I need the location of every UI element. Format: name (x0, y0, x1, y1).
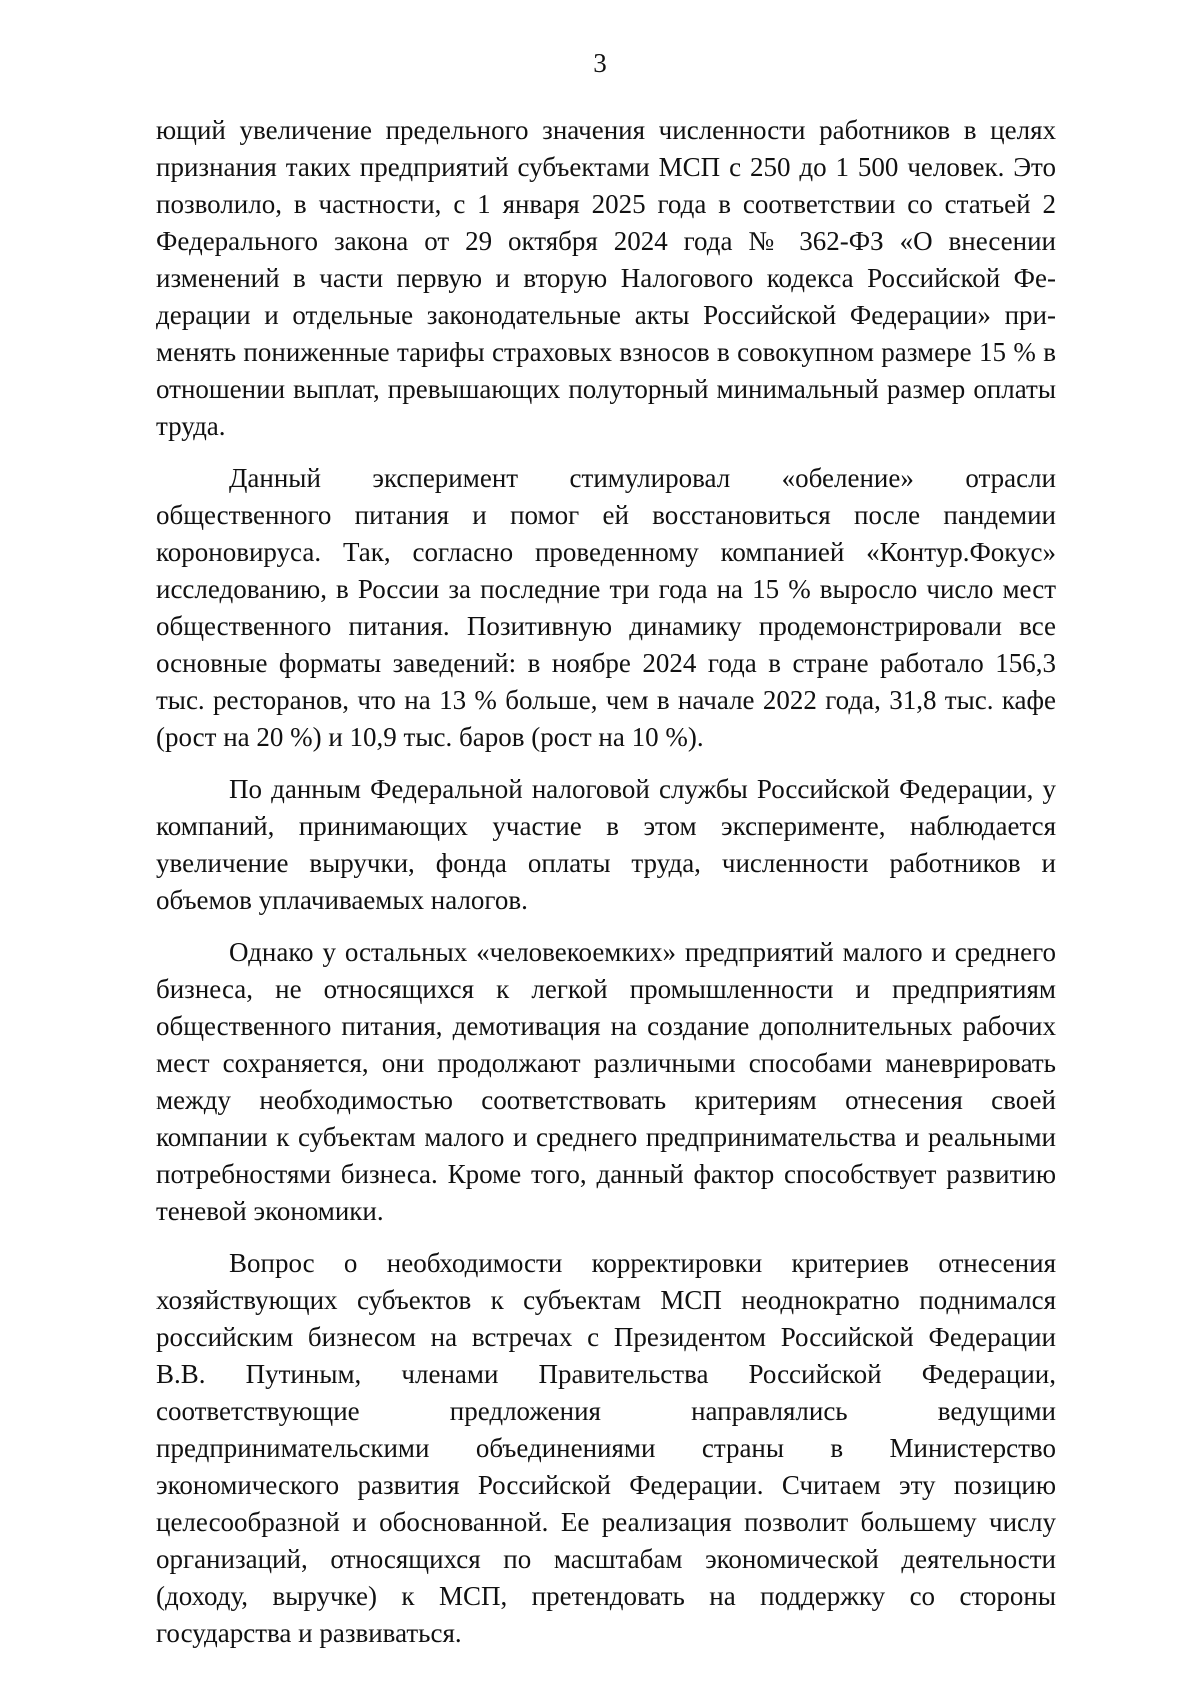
paragraph-other-enterprises: Однако у остальных «человекоемких» предприятий малого и среднего бизнеса, не относящихся к легкой промышленности и предприятиям общественного питания, демотивация на создание дополнительных рабочих мест сохраняется, они продолжают различными способами маневрировать между необходимостью соответствовать критериям отнесения своей компании к субъектам малого и среднего предпринимательства и реальными потребностями бизнеса. Кроме того, данный фактор способствует развитию теневой экономики. (156, 937, 1056, 1226)
document-body (156, 112, 1056, 1652)
paragraph-criteria-question: Вопрос о необходимости корректировки критериев отнесения хозяйствующих субъектов к субъектам МСП неоднократно поднимался российским бизнесом на встречах с Президентом Российской Федерации В.В. Путиным, членами Правительства Российской Федерации, соответствующие предложения направлялись ведущими предпринимательскими объединениями страны в Министерство экономического развития Российской Федерации. Считаем эту позицию целесообразной и обоснованной. Ее реализация позволит большему числу организаций, относящихся по масштабам экономической деятельности (доходу, выручке) к МСП, претендовать на поддержку со стороны государства и развиваться. (156, 1248, 1056, 1648)
paragraph-experiment: Данный эксперимент стимулировал «обеление» отрасли общественного питания и помог ей восстановиться после пандемии короновируса. Так, согласно проведенному компанией «Контур.Фокус» исследованию, в России за последние три года на 15 % выросло число мест общественного питания. Позитивную динамику продемонстрировали все основные форматы заведений: в ноябре 2024 года в стране работало 156,3 тыс. ресторанов, что на 13 % больше, чем в начале 2022 года, 31,8 тыс. кафе (рост на 20 %) и 10,9 тыс. баров (рост на 10 %). (156, 463, 1056, 752)
paragraph-tax-service: По данным Федеральной налоговой службы Российской Федерации, у компаний, принимающих участие в этом эксперименте, наблюдается увеличение выручки, фонда оплаты труда, численности работников и объемов уплачиваемых налогов. (156, 774, 1056, 915)
page-number: 3 (593, 48, 607, 78)
paragraph-continuation: ющий увеличение предельного значения численности работников в целях признания таких предприятий субъектами МСП с 250 до 1 500 человек. Это позволило, в частности, с 1 января 2025 года в соответствии со статьей 2 Федерального закона от 29 октября 2024 года № 362-ФЗ «О внесении изменений в части первую и вторую Налогового кодекса Российской Федерации и отдельные законодательные акты Российской Федерации» применять пониженные тарифы страховых взносов в совокупном размере 15 % в отношении выплат, превышающих полуторный минимальный размер оплаты труда. (156, 115, 1056, 441)
